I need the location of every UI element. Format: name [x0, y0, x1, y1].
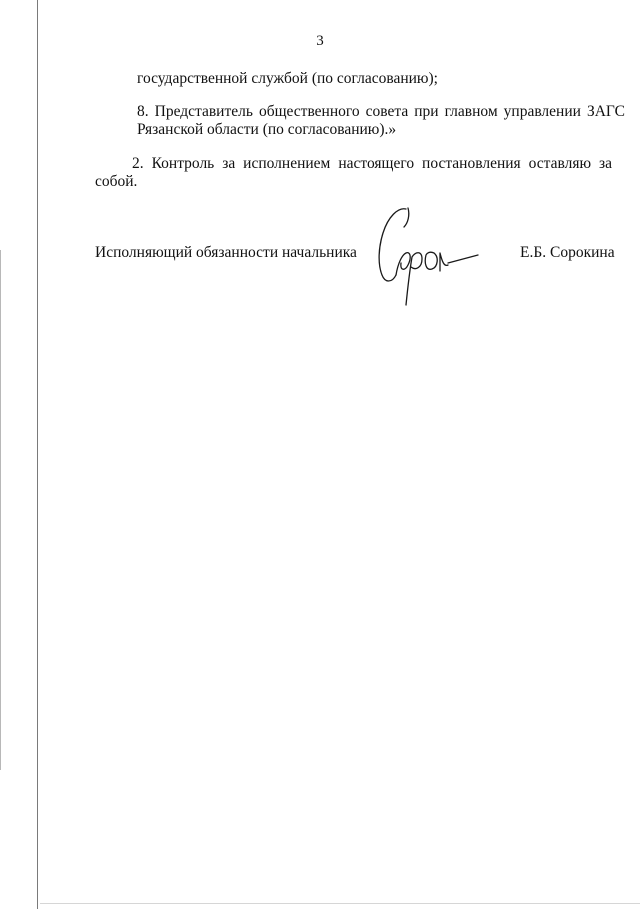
scan-bottom-edge	[40, 903, 640, 904]
text-line-2: 8. Представитель общественного совета при главном управлении ЗАГС	[137, 103, 625, 120]
text-line-3: Рязанской области (по согласованию).»	[137, 121, 397, 138]
signatory-position: Исполняющий обязанности начальника	[95, 244, 357, 261]
text-line-5: собой.	[95, 173, 138, 190]
scan-edge-shadow	[0, 250, 1, 770]
page-number: 3	[316, 33, 324, 49]
signatory-name: Е.Б. Сорокина	[520, 244, 615, 261]
text-line-1: государственной службой (по согласованию);	[137, 70, 438, 87]
text-line-4: 2. Контроль за исполнением настоящего постановления оставляю за	[132, 155, 612, 172]
margin-line	[37, 0, 38, 909]
handwritten-signature	[368, 205, 488, 315]
